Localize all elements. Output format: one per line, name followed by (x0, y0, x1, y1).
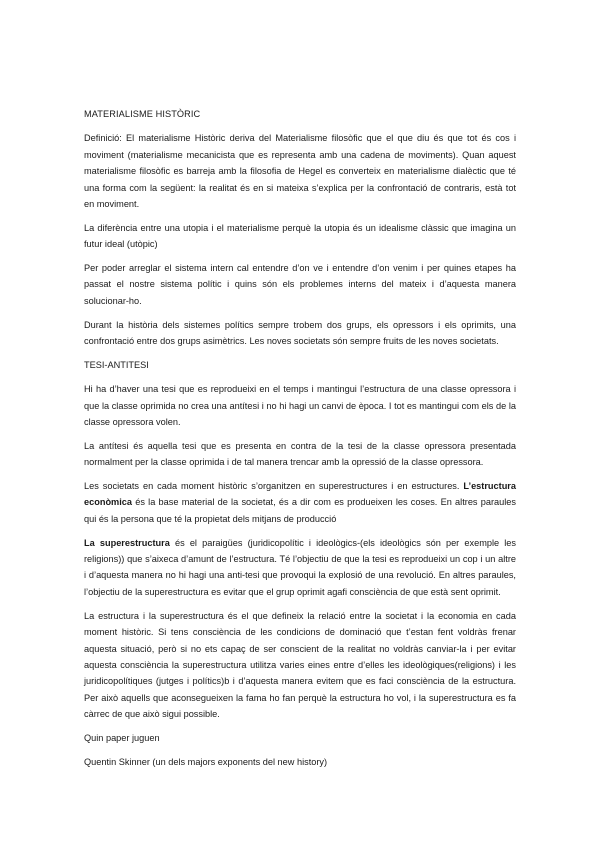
thesis-paragraph: Hi ha d’haver una tesi que es reprodueixi en el temps i mantingui l’estructura de una classe opressora i que la classe oprimida no crea una antítesi i no hi hagi un canvi de època. I tot es mantingui com els de la classe opressora volen. (84, 384, 516, 428)
history-paragraph: Durant la història dels sistemes polítics sempre trobem dos grups, els opressors i els oprimits, una confrontació entre dos grups asimètrics. Les noves societats són sempre fruits de les noves societats. (84, 319, 516, 347)
document-title: MATERIALISME HISTÒRIC (84, 109, 201, 119)
structure-intro-text: Les societats en cada moment històric s’organitzen en superestructures i en estructures. (84, 481, 464, 492)
superstructure-term: La superestructura (84, 537, 170, 548)
structure-paragraph (84, 478, 516, 527)
definition-paragraph: Definició: El materialisme Històric deriva del Materialisme filosòfic que el que diu és que tot és cos i moviment (materialisme mecanicista que es representa amb una cadena de moviments). Quan aquest materialisme filosòfic es barreja amb la filosofia de Hegel es converteix en materialisme dialèctic que té una forma com la següent: la realitat és en si mateixa s’explica per la confrontació de contraris, està tot en moviment. (84, 133, 516, 210)
superstructure-definition-text: és el paraigües (juridicopolític i ideològics-(els ideològics són per exemple les religions)) que s’aixeca d’amunt de l’estructura. Té l’objectiu de que la tesi es reprodueixi un cop i un altre i d’aquesta manera no hi hagi una anti-tesi que provoqui la explosió de una revolució. En altres paraules, l’objectiu de la superestructura es evitar que el grup oprimit agafi consciència de que està sent oprimit. (84, 537, 516, 597)
skinner-line: Quentin Skinner (un dels majors exponents del new history) (84, 757, 328, 768)
document-page (84, 106, 516, 779)
antithesis-paragraph: La antítesi és aquella tesi que es presenta en contra de la tesi de la classe opressora presentada normalment per la classe oprimida i de tal manera trencar amb la opressió de la classe opressora. (84, 440, 516, 468)
section-heading-tesi-antitesi: TESI-ANTITESI (84, 359, 149, 370)
utopia-paragraph: La diferència entre una utopia i el materialisme perquè la utopia és un idealisme clàssic que imagina un futur ideal (utòpic) (84, 222, 516, 250)
system-paragraph: Per poder arreglar el sistema intern cal entendre d’on ve i entendre d’on venim i per quines etapes ha passat el nostre sistema polític i quins són els problemes interns del mateix i d’aquesta manera solucionar-ho. (84, 263, 516, 306)
structure-definition-text: és la base material de la societat, és a dir com es produeixen les coses. En altres paraules qui és la persona que té la propietat dels mitjans de producció (84, 497, 516, 524)
superstructure-paragraph (84, 535, 516, 601)
economic-structure-term: L’estructura econòmica (84, 481, 516, 508)
question-line: Quin paper juguen (84, 732, 160, 743)
relation-paragraph: La estructura i la superestructura és el que defineix la relació entre la societat i la economia en cada moment històric. Si tens consciència de les condicions de dominació que t’estan fent voldràs frenar aquesta situació, però si no ets capaç de ser conscient de la realitat no voldràs canviar-la i per evitar aquesta consciència la superestructura utilitza varies eines entre d’elles les ideològiques(religions) i les juridicopolítiques (jutges i polítics)b i d’aquesta manera evitem que es faci consciència de la estructura. Per això aquells que aconsegueixen la fama ho fan perquè la estructura ho vol, i la superestructura es fa càrrec de que això sigui possible. (84, 610, 516, 720)
